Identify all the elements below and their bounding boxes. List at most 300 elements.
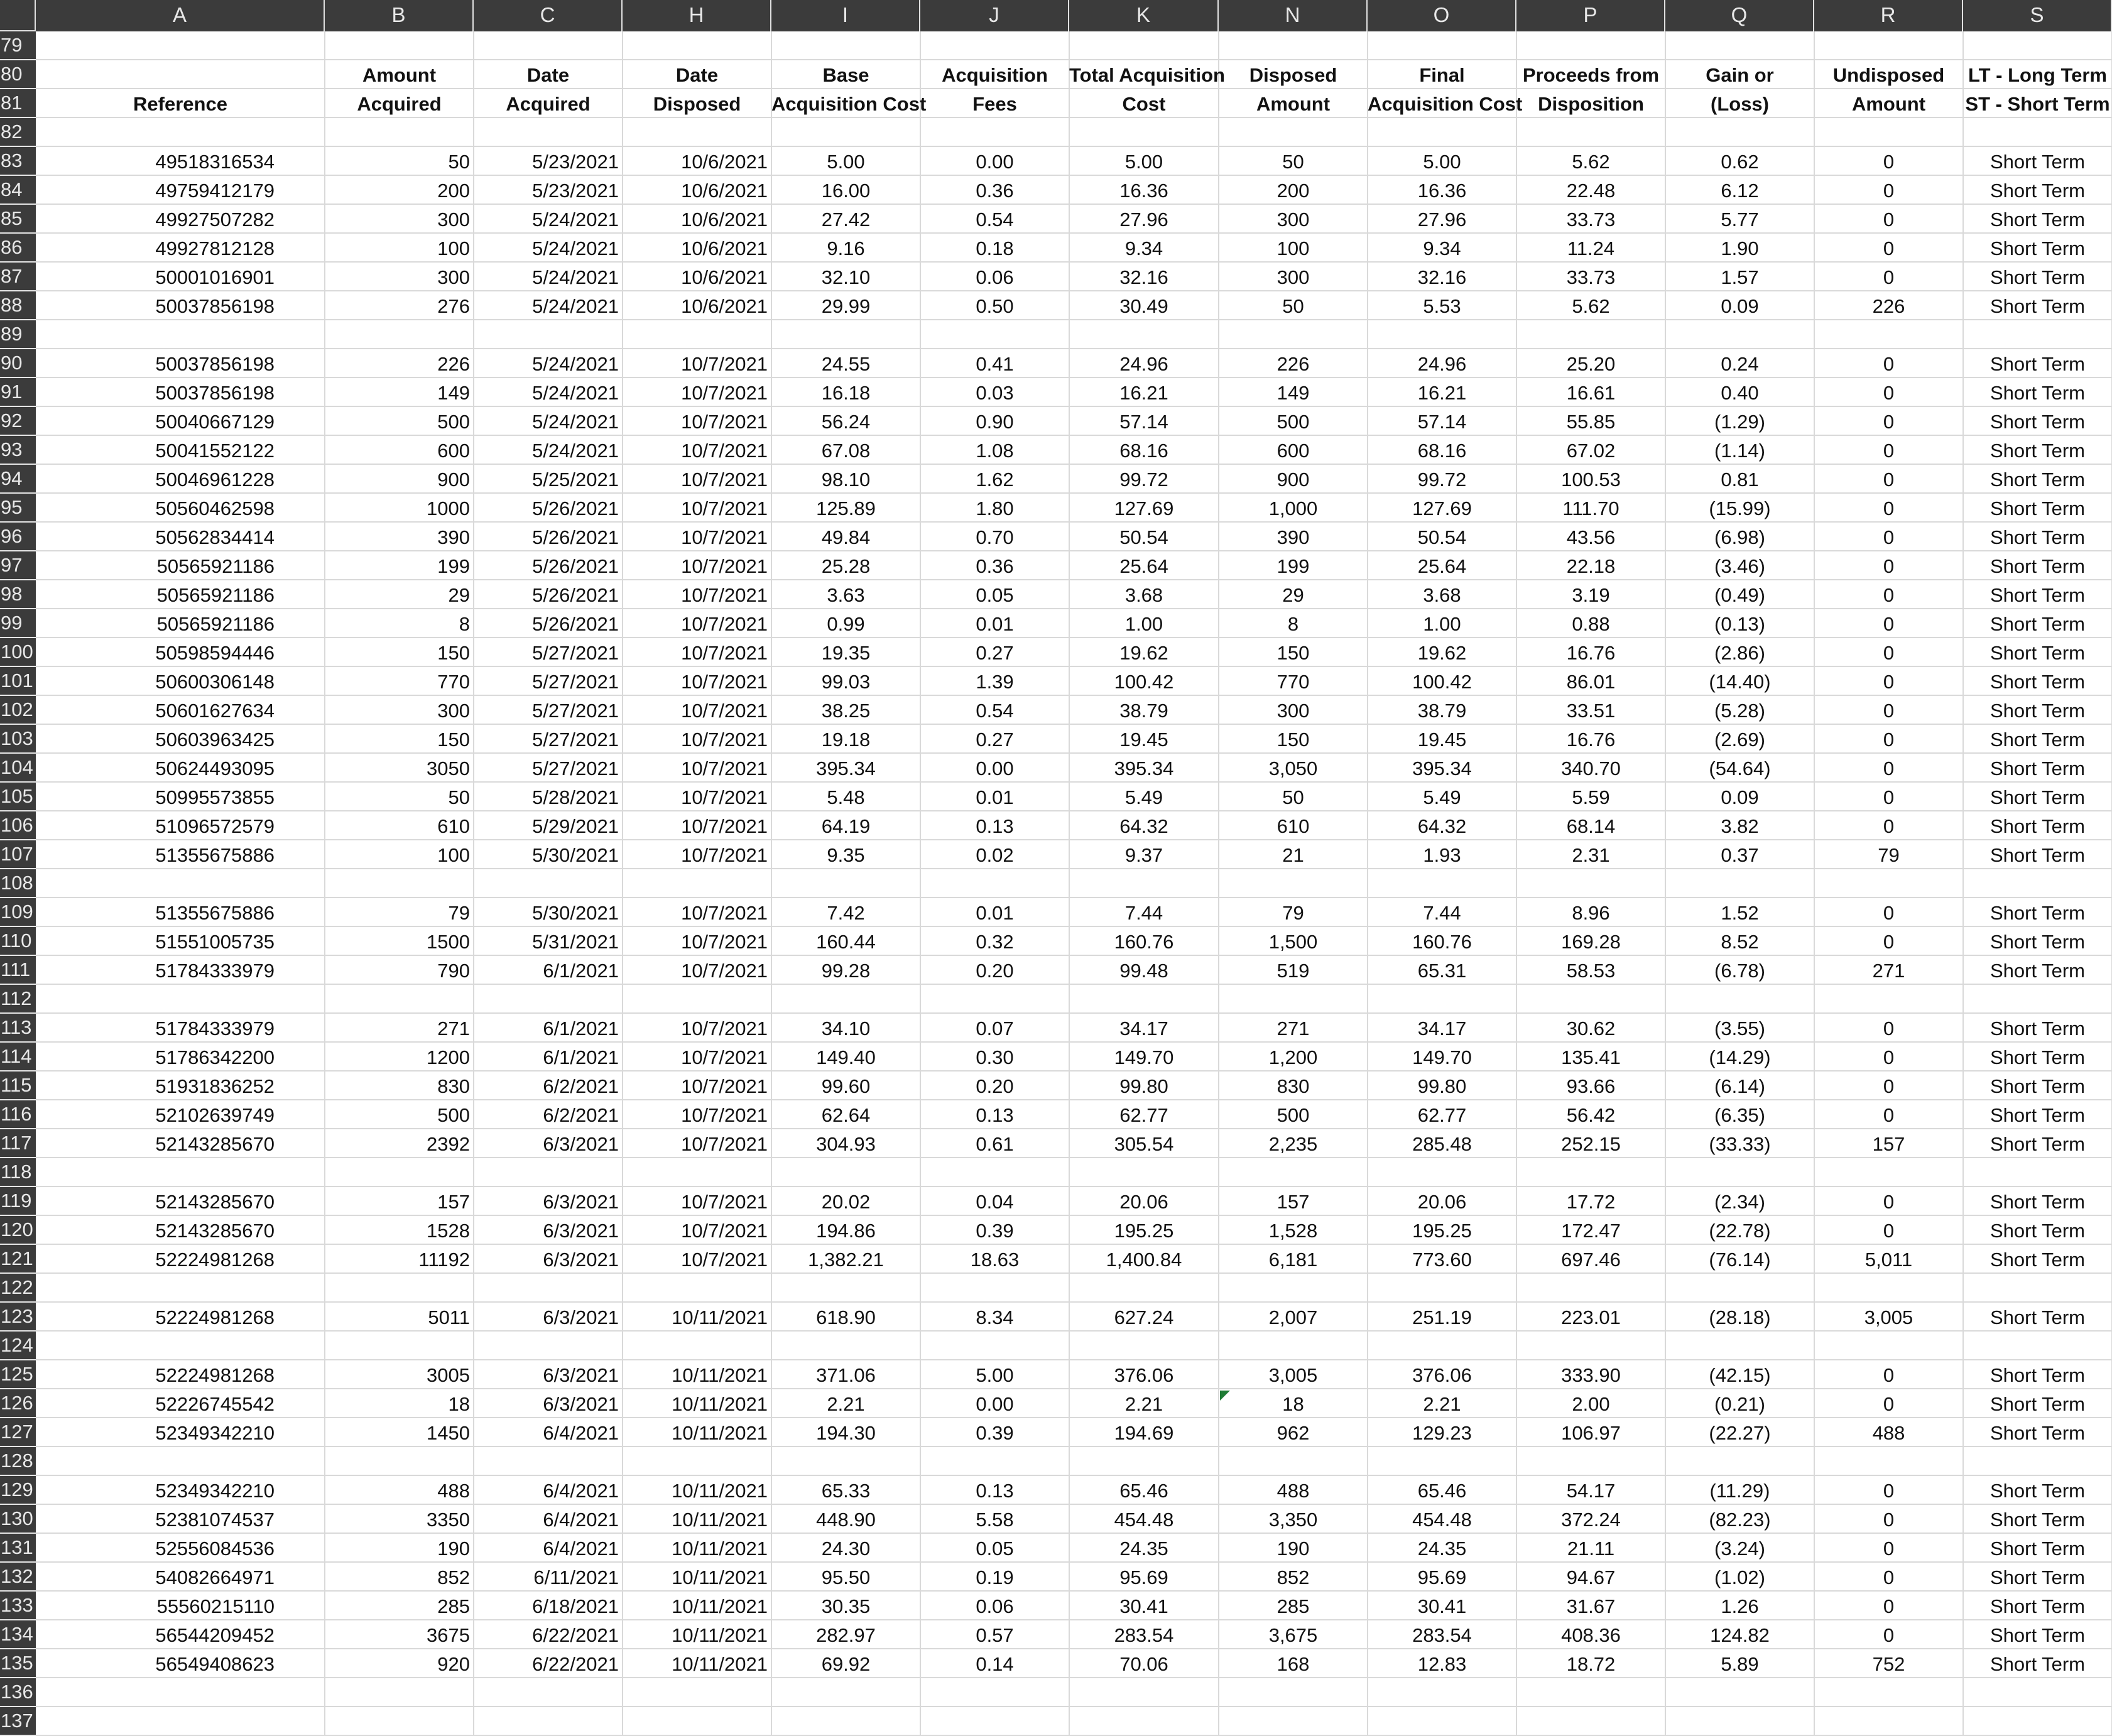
cell-r-114[interactable]: 0 — [1883, 1046, 1895, 1068]
cell-p-116[interactable]: 56.42 — [1566, 1104, 1616, 1126]
cell-p-127[interactable]: 106.97 — [1561, 1422, 1621, 1444]
cell-p-113[interactable]: 30.62 — [1566, 1017, 1616, 1039]
cell-s-114[interactable]: Short Term — [1990, 1046, 2086, 1068]
cell-b-125[interactable]: 3005 — [427, 1364, 470, 1386]
cell-k-86[interactable]: 9.34 — [1124, 237, 1163, 259]
cell-p-132[interactable]: 94.67 — [1566, 1566, 1616, 1588]
cell-h-133[interactable]: 10/11/2021 — [672, 1595, 768, 1617]
cell-h-135[interactable]: 10/11/2021 — [672, 1653, 768, 1675]
cell-p-103[interactable]: 16.76 — [1566, 729, 1616, 751]
cell-i-132[interactable]: 95.50 — [821, 1566, 871, 1588]
cell-o-117[interactable]: 285.48 — [1412, 1133, 1472, 1155]
cell-r-101[interactable]: 0 — [1883, 671, 1895, 693]
cell-b-91[interactable]: 149 — [437, 382, 470, 404]
cell-p-121[interactable]: 697.46 — [1561, 1249, 1621, 1271]
cell-h-111[interactable]: 10/7/2021 — [681, 960, 768, 982]
cell-s-85[interactable]: Short Term — [1990, 209, 2086, 231]
cell-c-127[interactable]: 6/4/2021 — [543, 1422, 619, 1444]
cell-k-123[interactable]: 627.24 — [1114, 1306, 1174, 1328]
cell-s-126[interactable]: Short Term — [1990, 1393, 2086, 1415]
cell-a-107[interactable]: 51355675886 — [155, 844, 275, 866]
cell-h-130[interactable]: 10/11/2021 — [672, 1509, 768, 1531]
cell-k-85[interactable]: 27.96 — [1119, 209, 1168, 231]
cell-k-134[interactable]: 283.54 — [1114, 1624, 1174, 1646]
cell-n-132[interactable]: 852 — [1276, 1566, 1310, 1588]
cell-c-98[interactable]: 5/26/2021 — [532, 584, 619, 606]
cell-k-127[interactable]: 194.69 — [1114, 1422, 1174, 1444]
cell-b-130[interactable]: 3350 — [427, 1509, 470, 1531]
row-header[interactable]: 131 — [0, 1534, 36, 1563]
cell-q-135[interactable]: 5.89 — [1721, 1653, 1759, 1675]
cell-s-86[interactable]: Short Term — [1990, 237, 2086, 259]
cell-a-86[interactable]: 49927812128 — [155, 237, 275, 259]
cell-j-84[interactable]: 0.36 — [976, 180, 1014, 202]
cell-s-105[interactable]: Short Term — [1990, 786, 2086, 808]
cell-r-93[interactable]: 0 — [1883, 440, 1895, 462]
cell-b-102[interactable]: 300 — [437, 700, 470, 722]
cell-a-129[interactable]: 52349342210 — [155, 1480, 275, 1502]
cell-a-102[interactable]: 50601627634 — [155, 700, 275, 722]
cell-n-120[interactable]: 1,528 — [1268, 1220, 1318, 1242]
cell-s-101[interactable]: Short Term — [1990, 671, 2086, 693]
cell-p-98[interactable]: 3.19 — [1572, 584, 1610, 606]
cell-s-88[interactable]: Short Term — [1990, 295, 2086, 317]
cell-j-98[interactable]: 0.05 — [976, 584, 1014, 606]
cell-n-115[interactable]: 830 — [1276, 1075, 1310, 1097]
cell-a-106[interactable]: 51096572579 — [155, 815, 275, 837]
cell-p-84[interactable]: 22.48 — [1566, 180, 1616, 202]
cell-b-96[interactable]: 390 — [437, 526, 470, 548]
cell-j-114[interactable]: 0.30 — [976, 1046, 1014, 1068]
cell-o-133[interactable]: 30.41 — [1417, 1595, 1467, 1617]
cell-b-127[interactable]: 1450 — [427, 1422, 470, 1444]
cell-o-97[interactable]: 25.64 — [1417, 555, 1467, 577]
cell-s-92[interactable]: Short Term — [1990, 411, 2086, 433]
cell-c-88[interactable]: 5/24/2021 — [532, 295, 619, 317]
cell-i-110[interactable]: 160.44 — [816, 931, 876, 953]
cell-c-111[interactable]: 6/1/2021 — [543, 960, 619, 982]
cell-i-120[interactable]: 194.86 — [816, 1220, 876, 1242]
cell-n-116[interactable]: 500 — [1276, 1104, 1310, 1126]
row-header[interactable]: 105 — [0, 783, 36, 811]
cell-p-106[interactable]: 68.14 — [1566, 815, 1616, 837]
row-header[interactable]: 79 — [0, 31, 36, 60]
cell-j-101[interactable]: 1.39 — [976, 671, 1014, 693]
cell-r-120[interactable]: 0 — [1883, 1220, 1895, 1242]
cell-s-102[interactable]: Short Term — [1990, 700, 2086, 722]
row-header[interactable]: 112 — [0, 985, 36, 1014]
cell-s-107[interactable]: Short Term — [1990, 844, 2086, 866]
cell-j-109[interactable]: 0.01 — [976, 902, 1014, 924]
row-header[interactable]: 125 — [0, 1360, 36, 1389]
cell-h-114[interactable]: 10/7/2021 — [681, 1046, 768, 1068]
cell-p-125[interactable]: 333.90 — [1561, 1364, 1621, 1386]
cell-n-126[interactable]: 18 — [1282, 1393, 1304, 1415]
cell-o-109[interactable]: 7.44 — [1423, 902, 1461, 924]
row-header[interactable]: 108 — [0, 869, 36, 898]
cell-s-103[interactable]: Short Term — [1990, 729, 2086, 751]
cell-q-85[interactable]: 5.77 — [1721, 209, 1759, 231]
cell-j-93[interactable]: 1.08 — [976, 440, 1014, 462]
cell-n-93[interactable]: 600 — [1276, 440, 1310, 462]
cell-a-117[interactable]: 52143285670 — [155, 1133, 275, 1155]
cell-o-121[interactable]: 773.60 — [1412, 1249, 1472, 1271]
cell-c-120[interactable]: 6/3/2021 — [543, 1220, 619, 1242]
cell-q-115[interactable]: (6.14) — [1714, 1075, 1765, 1097]
cell-h-106[interactable]: 10/7/2021 — [681, 815, 768, 837]
cell-p-101[interactable]: 86.01 — [1566, 671, 1616, 693]
cell-j-95[interactable]: 1.80 — [976, 497, 1014, 519]
cell-p-134[interactable]: 408.36 — [1561, 1624, 1621, 1646]
cell-c-99[interactable]: 5/26/2021 — [532, 613, 619, 635]
cell-r-121[interactable]: 5,011 — [1864, 1249, 1913, 1271]
cell-k-131[interactable]: 24.35 — [1119, 1538, 1168, 1560]
cell-n-104[interactable]: 3,050 — [1268, 757, 1318, 779]
cell-a-132[interactable]: 54082664971 — [155, 1566, 275, 1588]
cell-q-98[interactable]: (0.49) — [1714, 584, 1765, 606]
cell-c-107[interactable]: 5/30/2021 — [532, 844, 619, 866]
cell-q-111[interactable]: (6.78) — [1714, 960, 1765, 982]
cell-p-107[interactable]: 2.31 — [1572, 844, 1610, 866]
cell-h-103[interactable]: 10/7/2021 — [681, 729, 768, 751]
cell-b-90[interactable]: 226 — [437, 353, 470, 375]
cell-c-106[interactable]: 5/29/2021 — [532, 815, 619, 837]
cell-j-135[interactable]: 0.14 — [976, 1653, 1014, 1675]
row-header[interactable]: 123 — [0, 1303, 36, 1332]
cell-h-134[interactable]: 10/11/2021 — [672, 1624, 768, 1646]
cell-a-109[interactable]: 51355675886 — [155, 902, 275, 924]
cell-q-107[interactable]: 0.37 — [1721, 844, 1759, 866]
cell-o-130[interactable]: 454.48 — [1412, 1509, 1472, 1531]
cell-q-129[interactable]: (11.29) — [1709, 1480, 1770, 1502]
cell-n-102[interactable]: 300 — [1276, 700, 1310, 722]
cell-s-99[interactable]: Short Term — [1990, 613, 2086, 635]
column-header-j[interactable]: J — [920, 0, 1069, 31]
cell-o-105[interactable]: 5.49 — [1423, 786, 1461, 808]
cell-r-87[interactable]: 0 — [1883, 266, 1895, 288]
cell-h-90[interactable]: 10/7/2021 — [681, 353, 768, 375]
row-header[interactable]: 83 — [0, 147, 36, 176]
cell-q-114[interactable]: (14.29) — [1709, 1046, 1771, 1068]
cell-s-123[interactable]: Short Term — [1990, 1306, 2086, 1328]
cell-a-130[interactable]: 52381074537 — [155, 1509, 275, 1531]
cell-k-100[interactable]: 19.62 — [1119, 642, 1168, 664]
cell-b-95[interactable]: 1000 — [427, 497, 470, 519]
cell-c-84[interactable]: 5/23/2021 — [532, 180, 619, 202]
cell-h-113[interactable]: 10/7/2021 — [681, 1017, 768, 1039]
cell-o-106[interactable]: 64.32 — [1417, 815, 1467, 837]
cell-b-85[interactable]: 300 — [437, 209, 470, 231]
cell-h-99[interactable]: 10/7/2021 — [681, 613, 768, 635]
cell-c-103[interactable]: 5/27/2021 — [532, 729, 619, 751]
cell-r-91[interactable]: 0 — [1883, 382, 1895, 404]
cell-a-119[interactable]: 52143285670 — [155, 1191, 275, 1213]
row-header[interactable]: 137 — [0, 1707, 36, 1736]
cell-s-129[interactable]: Short Term — [1990, 1480, 2086, 1502]
cell-p-100[interactable]: 16.76 — [1566, 642, 1616, 664]
cell-r-110[interactable]: 0 — [1883, 931, 1895, 953]
cell-q-86[interactable]: 1.90 — [1721, 237, 1759, 259]
cell-b-120[interactable]: 1528 — [427, 1220, 470, 1242]
cell-n-133[interactable]: 285 — [1276, 1595, 1310, 1617]
cell-n-85[interactable]: 300 — [1276, 209, 1310, 231]
cell-b-100[interactable]: 150 — [437, 642, 470, 664]
cell-i-103[interactable]: 19.18 — [821, 729, 871, 751]
cell-i-91[interactable]: 16.18 — [821, 382, 871, 404]
cell-p-131[interactable]: 21.11 — [1567, 1538, 1615, 1560]
cell-k-109[interactable]: 7.44 — [1124, 902, 1163, 924]
cell-i-116[interactable]: 62.64 — [821, 1104, 871, 1126]
select-all-corner[interactable] — [0, 0, 36, 31]
column-header-q[interactable]: Q — [1665, 0, 1814, 31]
cell-p-94[interactable]: 100.53 — [1561, 469, 1621, 491]
cell-o-129[interactable]: 65.46 — [1417, 1480, 1467, 1502]
cell-o-86[interactable]: 9.34 — [1423, 237, 1461, 259]
cell-n-83[interactable]: 50 — [1282, 151, 1304, 173]
cell-o-93[interactable]: 68.16 — [1417, 440, 1467, 462]
cell-b-117[interactable]: 2392 — [427, 1133, 470, 1155]
cell-b-134[interactable]: 3675 — [427, 1624, 470, 1646]
cell-r-85[interactable]: 0 — [1883, 209, 1895, 231]
cell-c-119[interactable]: 6/3/2021 — [543, 1191, 619, 1213]
cell-i-114[interactable]: 149.40 — [816, 1046, 876, 1068]
cell-p-88[interactable]: 5.62 — [1572, 295, 1610, 317]
cell-i-135[interactable]: 69.92 — [821, 1653, 871, 1675]
cell-b-99[interactable]: 8 — [459, 613, 470, 635]
cell-i-105[interactable]: 5.48 — [827, 786, 865, 808]
row-header[interactable]: 97 — [0, 551, 36, 580]
cell-a-83[interactable]: 49518316534 — [155, 151, 275, 173]
row-header[interactable]: 80 — [0, 60, 36, 89]
cell-q-104[interactable]: (54.64) — [1709, 757, 1771, 779]
row-header[interactable]: 87 — [0, 263, 36, 291]
cell-p-111[interactable]: 58.53 — [1566, 960, 1616, 982]
cell-n-97[interactable]: 199 — [1276, 555, 1310, 577]
cell-h-86[interactable]: 10/6/2021 — [681, 237, 768, 259]
cell-c-114[interactable]: 6/1/2021 — [543, 1046, 619, 1068]
column-header-h[interactable]: H — [623, 0, 771, 31]
cell-c-102[interactable]: 5/27/2021 — [532, 700, 619, 722]
cell-b-119[interactable]: 157 — [437, 1191, 470, 1213]
row-header[interactable]: 101 — [0, 667, 36, 696]
cell-q-95[interactable]: (15.99) — [1709, 497, 1771, 519]
cell-q-117[interactable]: (33.33) — [1709, 1133, 1771, 1155]
cell-c-94[interactable]: 5/25/2021 — [532, 469, 619, 491]
cell-i-87[interactable]: 32.10 — [821, 266, 871, 288]
cell-h-100[interactable]: 10/7/2021 — [681, 642, 768, 664]
cell-i-90[interactable]: 24.55 — [821, 353, 871, 375]
cell-j-116[interactable]: 0.13 — [976, 1104, 1014, 1126]
cell-q-116[interactable]: (6.35) — [1714, 1104, 1765, 1126]
row-header[interactable]: 122 — [0, 1274, 36, 1303]
cell-a-113[interactable]: 51784333979 — [155, 1017, 275, 1039]
cell-o-83[interactable]: 5.00 — [1423, 151, 1461, 173]
cell-r-105[interactable]: 0 — [1883, 786, 1895, 808]
cell-b-131[interactable]: 190 — [437, 1538, 470, 1560]
cell-s-106[interactable]: Short Term — [1990, 815, 2086, 837]
cell-p-95[interactable]: 111.70 — [1562, 497, 1619, 519]
cell-b-101[interactable]: 770 — [437, 671, 470, 693]
cell-h-131[interactable]: 10/11/2021 — [672, 1538, 768, 1560]
cell-j-129[interactable]: 0.13 — [976, 1480, 1014, 1502]
cell-c-135[interactable]: 6/22/2021 — [532, 1653, 619, 1675]
cell-r-131[interactable]: 0 — [1883, 1538, 1895, 1560]
cell-q-99[interactable]: (0.13) — [1714, 613, 1765, 635]
cell-i-115[interactable]: 99.60 — [821, 1075, 871, 1097]
cell-c-121[interactable]: 6/3/2021 — [543, 1249, 619, 1271]
cell-h-132[interactable]: 10/11/2021 — [672, 1566, 768, 1588]
cell-a-134[interactable]: 56544209452 — [155, 1624, 275, 1646]
cell-s-130[interactable]: Short Term — [1990, 1509, 2086, 1531]
cell-k-107[interactable]: 9.37 — [1124, 844, 1163, 866]
row-header[interactable]: 119 — [0, 1187, 36, 1216]
cell-n-91[interactable]: 149 — [1276, 382, 1310, 404]
cell-a-87[interactable]: 50001016901 — [155, 266, 275, 288]
cell-o-131[interactable]: 24.35 — [1417, 1538, 1467, 1560]
cell-b-104[interactable]: 3050 — [427, 757, 470, 779]
cell-q-109[interactable]: 1.52 — [1721, 902, 1759, 924]
cell-r-113[interactable]: 0 — [1883, 1017, 1895, 1039]
cell-p-114[interactable]: 135.41 — [1561, 1046, 1621, 1068]
cell-p-110[interactable]: 169.28 — [1561, 931, 1621, 953]
cell-s-96[interactable]: Short Term — [1990, 526, 2086, 548]
cell-k-92[interactable]: 57.14 — [1119, 411, 1168, 433]
cell-k-114[interactable]: 149.70 — [1114, 1046, 1174, 1068]
cell-o-90[interactable]: 24.96 — [1417, 353, 1467, 375]
column-header-k[interactable]: K — [1069, 0, 1219, 31]
row-header[interactable]: 110 — [0, 927, 36, 956]
row-header[interactable]: 133 — [0, 1592, 36, 1620]
cell-a-92[interactable]: 50040667129 — [155, 411, 275, 433]
column-header-a[interactable]: A — [36, 0, 325, 31]
cell-c-117[interactable]: 6/3/2021 — [543, 1133, 619, 1155]
cell-j-102[interactable]: 0.54 — [976, 700, 1014, 722]
cell-b-98[interactable]: 29 — [448, 584, 470, 606]
cell-r-102[interactable]: 0 — [1883, 700, 1895, 722]
cell-r-90[interactable]: 0 — [1883, 353, 1895, 375]
column-header-b[interactable]: B — [325, 0, 474, 31]
cell-s-98[interactable]: Short Term — [1990, 584, 2086, 606]
cell-q-83[interactable]: 0.62 — [1721, 151, 1759, 173]
cell-r-83[interactable]: 0 — [1883, 151, 1895, 173]
cell-h-116[interactable]: 10/7/2021 — [681, 1104, 768, 1126]
cell-i-102[interactable]: 38.25 — [821, 700, 871, 722]
cell-n-98[interactable]: 29 — [1282, 584, 1304, 606]
cell-c-130[interactable]: 6/4/2021 — [543, 1509, 619, 1531]
cell-c-134[interactable]: 6/22/2021 — [532, 1624, 619, 1646]
cell-a-116[interactable]: 52102639749 — [155, 1104, 275, 1126]
cell-o-87[interactable]: 32.16 — [1417, 266, 1467, 288]
cell-a-114[interactable]: 51786342200 — [155, 1046, 275, 1068]
cell-s-90[interactable]: Short Term — [1990, 353, 2086, 375]
cell-o-116[interactable]: 62.77 — [1417, 1104, 1467, 1126]
cell-k-113[interactable]: 34.17 — [1119, 1017, 1168, 1039]
cell-c-126[interactable]: 6/3/2021 — [543, 1393, 619, 1415]
cell-k-83[interactable]: 5.00 — [1124, 151, 1163, 173]
cell-c-92[interactable]: 5/24/2021 — [532, 411, 619, 433]
cell-h-121[interactable]: 10/7/2021 — [681, 1249, 768, 1271]
cell-b-84[interactable]: 200 — [437, 180, 470, 202]
cell-b-92[interactable]: 500 — [437, 411, 470, 433]
cell-s-115[interactable]: Short Term — [1990, 1075, 2086, 1097]
row-header[interactable]: 130 — [0, 1505, 36, 1534]
row-header[interactable]: 94 — [0, 465, 36, 494]
cell-o-110[interactable]: 160.76 — [1412, 931, 1472, 953]
cell-c-133[interactable]: 6/18/2021 — [532, 1595, 619, 1617]
cell-k-115[interactable]: 99.80 — [1119, 1075, 1168, 1097]
cell-q-96[interactable]: (6.98) — [1714, 526, 1765, 548]
cell-o-91[interactable]: 16.21 — [1417, 382, 1467, 404]
row-header[interactable]: 84 — [0, 176, 36, 205]
cell-i-113[interactable]: 34.10 — [821, 1017, 871, 1039]
cell-b-94[interactable]: 900 — [437, 469, 470, 491]
row-header[interactable]: 116 — [0, 1100, 36, 1129]
cell-n-87[interactable]: 300 — [1276, 266, 1310, 288]
cell-i-126[interactable]: 2.21 — [827, 1393, 865, 1415]
cell-r-104[interactable]: 0 — [1883, 757, 1895, 779]
cell-r-116[interactable]: 0 — [1883, 1104, 1895, 1126]
column-header-r[interactable]: R — [1814, 0, 1963, 31]
cell-i-131[interactable]: 24.30 — [821, 1538, 871, 1560]
cell-c-104[interactable]: 5/27/2021 — [532, 757, 619, 779]
row-header[interactable]: 111 — [0, 956, 36, 985]
cell-n-125[interactable]: 3,005 — [1268, 1364, 1318, 1386]
cell-k-133[interactable]: 30.41 — [1119, 1595, 1168, 1617]
cell-b-129[interactable]: 488 — [437, 1480, 470, 1502]
cell-k-98[interactable]: 3.68 — [1124, 584, 1163, 606]
cell-s-119[interactable]: Short Term — [1990, 1191, 2086, 1213]
cell-n-100[interactable]: 150 — [1276, 642, 1310, 664]
column-header-p[interactable]: P — [1516, 0, 1665, 31]
column-header-s[interactable]: S — [1963, 0, 2112, 31]
cell-s-125[interactable]: Short Term — [1990, 1364, 2086, 1386]
row-header[interactable]: 82 — [0, 118, 36, 147]
cell-q-130[interactable]: (82.23) — [1709, 1509, 1771, 1531]
cell-s-97[interactable]: Short Term — [1990, 555, 2086, 577]
cell-p-109[interactable]: 8.96 — [1572, 902, 1610, 924]
cell-a-115[interactable]: 51931836252 — [155, 1075, 275, 1097]
cell-k-106[interactable]: 64.32 — [1119, 815, 1168, 837]
cell-o-113[interactable]: 34.17 — [1417, 1017, 1467, 1039]
cell-q-91[interactable]: 0.40 — [1721, 382, 1759, 404]
cell-i-100[interactable]: 19.35 — [821, 642, 871, 664]
cell-q-105[interactable]: 0.09 — [1721, 786, 1759, 808]
cell-s-100[interactable]: Short Term — [1990, 642, 2086, 664]
cell-b-103[interactable]: 150 — [437, 729, 470, 751]
cell-a-90[interactable]: 50037856198 — [155, 353, 275, 375]
cell-i-127[interactable]: 194.30 — [816, 1422, 876, 1444]
cell-q-110[interactable]: 8.52 — [1721, 931, 1759, 953]
cell-a-96[interactable]: 50562834414 — [155, 526, 275, 548]
cell-q-94[interactable]: 0.81 — [1721, 469, 1759, 491]
cell-j-117[interactable]: 0.61 — [976, 1133, 1014, 1155]
cell-i-111[interactable]: 99.28 — [821, 960, 871, 982]
cell-r-132[interactable]: 0 — [1883, 1566, 1895, 1588]
cell-r-103[interactable]: 0 — [1883, 729, 1895, 751]
cell-s-109[interactable]: Short Term — [1990, 902, 2086, 924]
cell-k-117[interactable]: 305.54 — [1114, 1133, 1174, 1155]
cell-n-103[interactable]: 150 — [1276, 729, 1310, 751]
cell-q-131[interactable]: (3.24) — [1714, 1538, 1765, 1560]
cell-i-97[interactable]: 25.28 — [821, 555, 871, 577]
cell-a-125[interactable]: 52224981268 — [155, 1364, 275, 1386]
cell-k-105[interactable]: 5.49 — [1124, 786, 1163, 808]
cell-r-97[interactable]: 0 — [1883, 555, 1895, 577]
cell-n-129[interactable]: 488 — [1276, 1480, 1310, 1502]
cell-n-84[interactable]: 200 — [1276, 180, 1310, 202]
cell-j-104[interactable]: 0.00 — [976, 757, 1014, 779]
cell-i-125[interactable]: 371.06 — [816, 1364, 876, 1386]
